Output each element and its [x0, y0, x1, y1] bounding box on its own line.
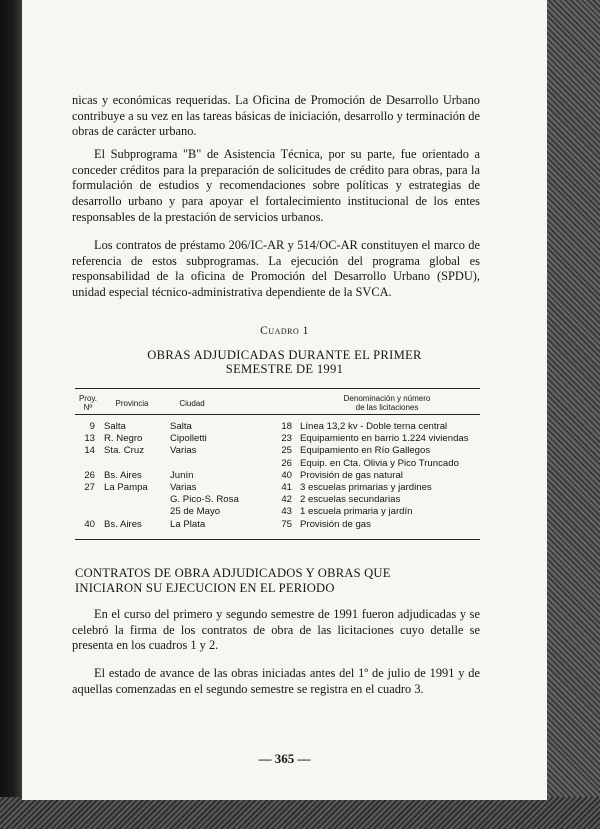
table-cell-num: 75	[281, 518, 292, 530]
table-cell-desc: 3 escuelas primarias y jardines	[300, 482, 432, 493]
table-cell-desc: Provisión de gas natural	[300, 469, 403, 481]
table-cell-desc: Equip. en Cta. Olivia y Pico Truncado	[300, 457, 459, 469]
table-cell-desc: Equipamiento en barrio 1.224 viviendas	[300, 433, 469, 445]
table-cell-ciudad: G. Pico-S. Rosa	[170, 494, 239, 506]
table-cell-desc: Provisión de gas	[300, 518, 371, 530]
table-cell-num: 25	[281, 445, 292, 457]
table-cell-ciudad: Varias	[170, 482, 197, 493]
table-cell-num: 18	[281, 421, 292, 432]
paragraph-2: El Subprograma "B" de Asistencia Técnica, por su parte, fue orientado a conceder créditos para la preparación de solicitudes de crédito para obras, para la formulación de estudios y recomendaciones sobre políticas y estrategias de desarrollo urbano y para apoyar el fortalecimiento institucional de los entes responsables de la prestación de servicios urbanos.	[72, 147, 480, 224]
table-cell-desc: Línea 13,2 kv - Doble terna central	[300, 421, 448, 432]
table-cell-proy: 27	[84, 482, 95, 493]
table-title	[22, 348, 547, 376]
table-cell-num: 41	[281, 482, 292, 493]
header-ciudad: Ciudad	[179, 399, 205, 408]
table-cell-provincia: Salta	[104, 421, 126, 432]
table-cell-proy: 40	[84, 518, 95, 530]
paragraph-5: El estado de avance de las obras iniciadas antes del 1º de julio de 1991 y de aquellas comenzadas en el segundo semestre se registra en el cuadro 3.	[72, 666, 480, 696]
table-title-line-1: OBRAS ADJUDICADAS DURANTE EL PRIMER	[147, 348, 422, 362]
header-denominacion-line-1: Denominación y número	[343, 394, 431, 403]
table-label: Cuadro 1	[260, 325, 309, 337]
header-denominacion	[302, 395, 472, 412]
table-cell-desc: 1 escuela primaria y jardín	[300, 506, 413, 518]
scan-shadow-left	[0, 0, 22, 829]
header-provincia: Provincia	[115, 399, 149, 408]
header-proy-line-1: Proy.	[78, 394, 98, 403]
table-cell-num: 43	[281, 506, 292, 518]
table-cell-ciudad: Junín	[170, 469, 194, 481]
table-cell-ciudad: La Plata	[170, 518, 206, 530]
paragraph-4: En el curso del primero y segundo semestre de 1991 fueron adjudicadas y se celebró la firma de los contratos de obra de las licitaciones cuyo detalle se presenta en los cuadros 1 y 2.	[72, 607, 480, 653]
table-cell-ciudad: Cipolletti	[170, 433, 207, 445]
table-cell-ciudad: Varias	[170, 445, 197, 457]
scan-shadow-bottom	[0, 797, 600, 829]
document-page	[22, 0, 547, 800]
table-title-line-2: SEMESTRE DE 1991	[225, 362, 344, 376]
table-top-rule	[75, 388, 480, 389]
scan-shadow-right	[547, 0, 600, 829]
table-cell-desc: 2 escuelas secundarias	[300, 494, 401, 506]
section-heading-line-2: INICIARON SU EJECUCION EN EL PERIODO	[75, 581, 335, 595]
table-cell-num: 26	[281, 457, 292, 469]
table-cell-ciudad: Salta	[170, 421, 192, 432]
table-cell-proy: 9	[89, 421, 95, 432]
table-cell-desc: Equipamiento en Río Gallegos	[300, 445, 431, 457]
table-cell-provincia: Bs. Aires	[104, 469, 142, 481]
header-proy	[75, 395, 101, 412]
table-cell-proy: 14	[84, 445, 95, 457]
table-cell-provincia: Bs. Aires	[104, 518, 142, 530]
table-cell-num: 23	[281, 433, 292, 445]
table-cell-proy: 13	[84, 433, 95, 445]
header-denominacion-line-2: de las licitaciones	[355, 402, 419, 412]
page-number: — 365 —	[258, 751, 311, 766]
table-cell-proy: 26	[84, 469, 95, 481]
table-cell-num: 42	[281, 494, 292, 506]
section-heading-line-1: CONTRATOS DE OBRA ADJUDICADOS Y OBRAS QUE	[75, 566, 391, 580]
paragraph-3: Los contratos de préstamo 206/IC-AR y 514/OC-AR constituyen el marco de referencia de estos subprogramas. La ejecución del programa global es responsabilidad de la oficina de Promoción del Desarrollo Urbano (SPDU), unidad especial técnico-administrativa dependiente de la SVCA.	[72, 238, 480, 300]
header-proy-line-2: Nº	[83, 402, 93, 412]
table-cell-provincia: Sta. Cruz	[104, 445, 144, 457]
table-cell-num: 40	[281, 469, 292, 481]
table-cell-provincia: La Pampa	[104, 482, 148, 493]
section-heading	[75, 566, 495, 596]
table-cell-ciudad: 25 de Mayo	[170, 506, 221, 518]
paragraph-1: nicas y económicas requeridas. La Oficina de Promoción de Desarrollo Urbano contribuye a su vez en las tareas básicas de iniciación, desarrollo y terminación de obras de carácter urbano.	[72, 93, 480, 139]
table-header-rule	[75, 414, 480, 415]
table-cell-provincia: R. Negro	[104, 433, 143, 445]
table-bottom-rule	[75, 539, 480, 540]
